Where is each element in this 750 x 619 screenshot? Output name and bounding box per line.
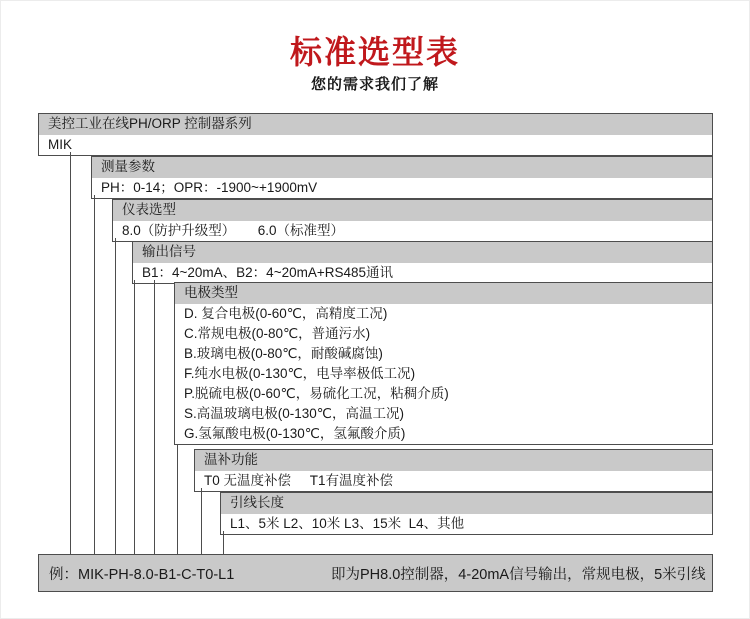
temp-comp-row: T0 无温度补偿 T1有温度补偿	[195, 471, 712, 491]
output-signal-header: 输出信号	[133, 242, 712, 263]
connector-line-param	[94, 195, 95, 554]
page-subtitle: 您的需求我们了解	[310, 76, 439, 93]
series-box	[38, 113, 713, 156]
connector-line-output-a	[134, 280, 135, 554]
electrode-option: G.氢氟酸电极(0-130℃，氢氟酸介质)	[175, 424, 712, 444]
measure-param-row: PH：0-14；OPR：-1900~+1900mV	[92, 178, 712, 198]
temp-comp-header: 温补功能	[195, 450, 712, 471]
measure-param-header: 测量参数	[92, 157, 712, 178]
temp-comp-box	[194, 449, 713, 492]
example-bar	[38, 554, 713, 592]
electrode-option: S.高温玻璃电极(0-130℃，高温工况)	[175, 404, 712, 424]
connector-line-electrode	[177, 445, 178, 554]
connector-line-temp-comp	[201, 488, 202, 554]
series-code: MIK	[39, 135, 712, 155]
connector-line-lead-length	[223, 531, 224, 554]
selection-diagram	[1, 1, 750, 619]
example-description: 即为PH8.0控制器，4-20mA信号输出，常规电极，5米引线	[331, 566, 706, 583]
electrode-option: B.玻璃电极(0-80℃，耐酸碱腐蚀)	[175, 344, 712, 364]
lead-length-row: L1、5米 L2、10米 L3、15米 L4、其他	[221, 514, 712, 534]
lead-length-box	[220, 492, 713, 535]
electrode-option: D. 复合电极(0-60℃，高精度工况)	[175, 304, 712, 324]
output-signal-box	[132, 241, 713, 284]
electrode-option: P.脱硫电极(0-60℃，易硫化工况，粘稠介质)	[175, 384, 712, 404]
electrode-option: F.纯水电极(0-130℃，电导率极低工况)	[175, 364, 712, 384]
instrument-type-row: 8.0（防护升级型） 6.0（标准型）	[113, 221, 712, 241]
lead-length-header: 引线长度	[221, 493, 712, 514]
connector-line-output-b	[154, 280, 155, 554]
page-title: 标准选型表	[289, 34, 460, 70]
instrument-type-header: 仪表选型	[113, 200, 712, 221]
measure-param-box	[91, 156, 713, 199]
electrode-option: C.常规电极(0-80℃，普通污水)	[175, 324, 712, 344]
output-signal-row: B1：4~20mA、B2：4~20mA+RS485通讯	[133, 263, 712, 283]
instrument-type-box	[112, 199, 713, 242]
connector-line-series	[70, 152, 71, 554]
connector-line-instrument	[115, 238, 116, 554]
series-header: 美控工业在线PH/ORP 控制器系列	[39, 114, 712, 135]
example-model-code: 例：MIK-PH-8.0-B1-C-T0-L1	[49, 566, 235, 583]
electrode-type-box	[174, 282, 713, 445]
electrode-type-header: 电极类型	[175, 283, 712, 304]
